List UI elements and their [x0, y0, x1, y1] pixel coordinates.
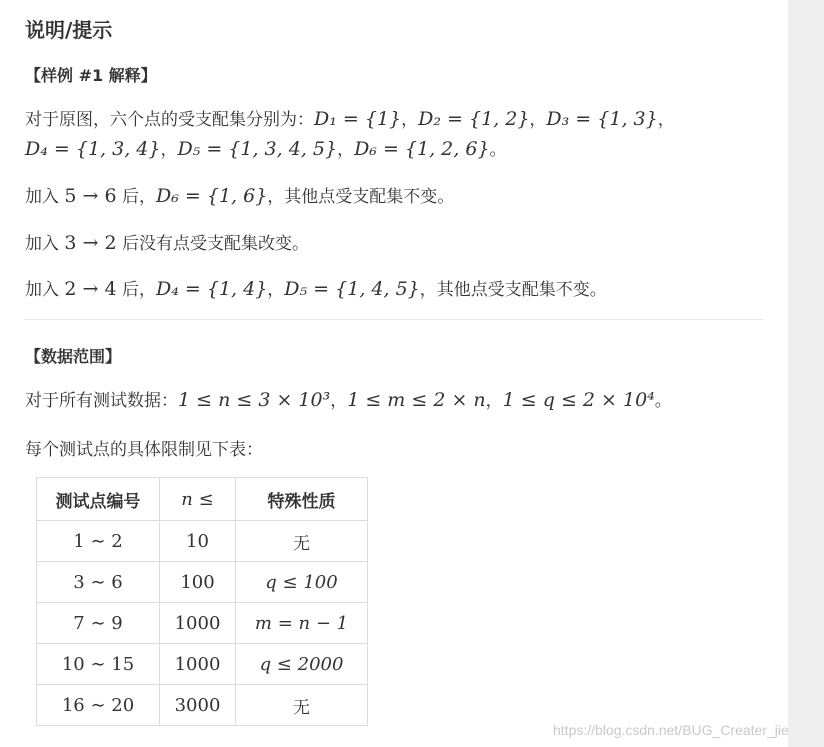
table-intro: 每个测试点的具体限制见下表： [25, 440, 263, 460]
cell-property: m = n − 1 [236, 603, 368, 644]
n-range: 1 ≤ n ≤ 3 × 10³ [178, 389, 331, 411]
cell-n-limit: 1000 [160, 603, 236, 644]
cell-testcase: 1 ∼ 2 [37, 521, 160, 562]
period: 。 [654, 391, 672, 411]
edge-2-4: 2 → 4 [64, 278, 117, 300]
table-row [37, 685, 368, 726]
add-edge-1 [25, 182, 454, 207]
header-testcase: 测试点编号 [37, 478, 160, 521]
period: 。 [489, 140, 507, 160]
set-d3: D₃ = {1, 3} [546, 108, 658, 130]
limits-table [36, 477, 368, 726]
separator: ， [485, 391, 503, 411]
separator: ， [337, 140, 355, 160]
example-heading: 【样例 #1 解释】 [25, 66, 157, 85]
separator: ， [657, 110, 675, 130]
set-d2: D₂ = {1, 2} [418, 108, 530, 130]
cell-n-limit: 3000 [160, 685, 236, 726]
section-divider [25, 319, 763, 320]
table-row [37, 603, 368, 644]
table-row [37, 521, 368, 562]
header-n-limit: n ≤ [160, 478, 236, 521]
add-prefix: 加入 [25, 280, 65, 300]
cell-testcase: 10 ∼ 15 [37, 644, 160, 685]
separator: ， [401, 110, 419, 130]
set-d5-new: D₅ = {1, 4, 5} [284, 278, 420, 300]
cell-property: q ≤ 100 [236, 562, 368, 603]
add-prefix: 加入 [25, 234, 65, 254]
add-mid: 后， [116, 187, 156, 207]
separator: ， [267, 280, 285, 300]
table-row [37, 562, 368, 603]
add-suffix: ，其他点受支配集不变。 [419, 280, 607, 300]
data-range-line [25, 386, 672, 411]
set-d4-new: D₄ = {1, 4} [156, 278, 268, 300]
example-line-2 [25, 135, 507, 160]
add-suffix: 后没有点受支配集改变。 [116, 234, 309, 254]
cell-testcase: 7 ∼ 9 [37, 603, 160, 644]
set-d6: D₆ = {1, 2, 6} [354, 138, 490, 160]
table-row [37, 644, 368, 685]
separator: ， [330, 391, 348, 411]
add-edge-3 [25, 275, 607, 300]
edge-5-6: 5 → 6 [64, 185, 117, 207]
example-line-1 [25, 105, 675, 130]
cell-testcase: 16 ∼ 20 [37, 685, 160, 726]
add-mid: 后， [116, 280, 156, 300]
watermark-url: https://blog.csdn.net/BUG_Creater_jie [553, 722, 789, 738]
edge-3-2: 3 → 2 [64, 232, 117, 254]
set-d5: D₅ = {1, 3, 4, 5} [177, 138, 338, 160]
cell-property: 无 [236, 521, 368, 562]
section-title: 说明/提示 [25, 18, 113, 42]
cell-testcase: 3 ∼ 6 [37, 562, 160, 603]
add-edge-2 [25, 229, 309, 254]
set-d6-new: D₆ = {1, 6} [156, 185, 268, 207]
cell-n-limit: 1000 [160, 644, 236, 685]
data-range-heading: 【数据范围】 [25, 347, 122, 366]
set-d4: D₄ = {1, 3, 4} [25, 138, 161, 160]
separator: ， [529, 110, 547, 130]
set-d1: D₁ = {1} [314, 108, 402, 130]
m-range: 1 ≤ m ≤ 2 × n [347, 389, 486, 411]
separator: ， [160, 140, 178, 160]
right-gutter [788, 0, 824, 747]
q-range: 1 ≤ q ≤ 2 × 10⁴ [502, 389, 655, 411]
add-prefix: 加入 [25, 187, 65, 207]
cell-property: 无 [236, 685, 368, 726]
header-property: 特殊性质 [236, 478, 368, 521]
cell-n-limit: 100 [160, 562, 236, 603]
cell-n-limit: 10 [160, 521, 236, 562]
range-prefix: 对于所有测试数据： [25, 391, 178, 411]
example-prefix: 对于原图，六个点的受支配集分别为： [25, 110, 314, 130]
add-suffix: ，其他点受支配集不变。 [267, 187, 455, 207]
cell-property: q ≤ 2000 [236, 644, 368, 685]
table-header-row [37, 478, 368, 521]
